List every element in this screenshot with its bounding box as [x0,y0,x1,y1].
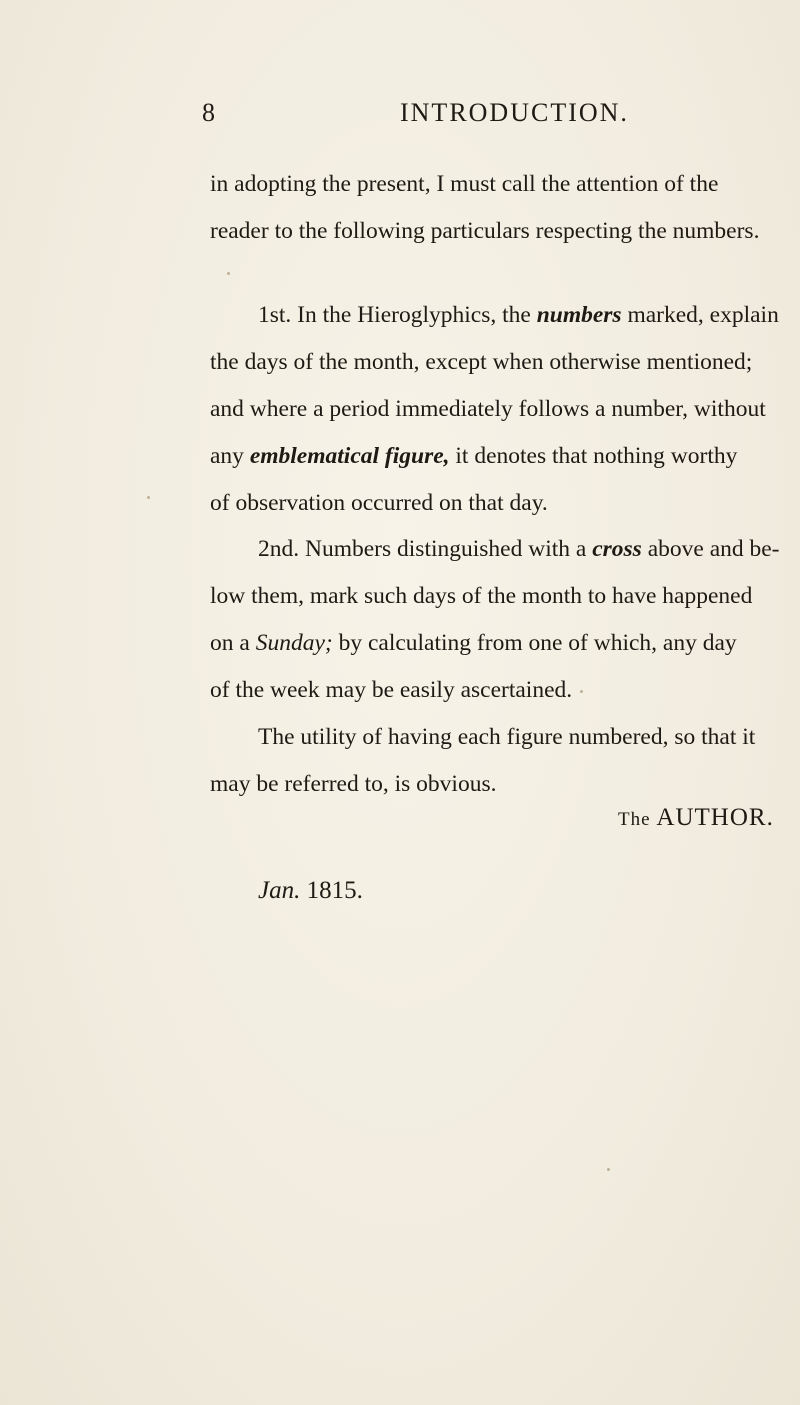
text-line: and where a period immediately follows a number, without [210,396,766,422]
date-year: 1815. [306,877,363,904]
date-month: Jan. [258,877,301,904]
paper-speck [227,272,230,275]
text-line: of observation occurred on that day. [210,490,548,516]
text-line [210,433,785,480]
paper-speck [607,1168,610,1171]
text-span: marked, explain [621,302,779,328]
date-line [258,877,363,905]
text-line: reader to the following particulars respecting the numbers. [210,218,760,244]
emphasis-cross: cross [592,536,642,562]
paragraph-second-particular [210,526,785,714]
signature-prefix: The [618,809,651,830]
text-line: The utility of having each figure numbered, so that it [258,724,756,750]
text-line: the days of the month, except when otherwise mentioned; [210,349,753,375]
paragraph-first-particular [210,292,785,527]
text-span: it denotes that nothing worthy [449,443,738,469]
text-span: on a [210,630,256,656]
running-head-title: INTRODUCTION. [400,98,629,127]
text-line [210,526,785,573]
emphasis-numbers: numbers [536,302,622,328]
text-span: 2nd. Numbers distinguished with a [258,536,593,562]
author-signature [618,804,774,832]
paper-speck [147,496,150,499]
text-line [210,620,785,667]
emphasis-emblematical-figure: emblematical figure, [249,443,450,469]
page-number: 8 [202,98,216,127]
text-line [210,292,785,339]
text-span: any [210,443,250,469]
running-head [0,98,800,138]
signature-name: AUTHOR. [656,804,774,831]
text-line: of the week may be easily ascertained. [210,677,573,703]
text-line: low them, mark such days of the month to have happened [210,583,753,609]
text-line: in adopting the present, I must call the attention of the [210,171,719,197]
paper-speck [580,690,583,693]
paragraph-opening [210,161,785,255]
text-span: by calculating from one of which, any day [332,630,737,656]
emphasis-sunday: Sunday; [255,630,333,656]
text-span: above and be- [641,536,780,562]
paragraph-utility [210,714,785,808]
text-span: 1st. In the Hieroglyphics, the [258,302,537,328]
text-line: may be referred to, is obvious. [210,771,497,797]
